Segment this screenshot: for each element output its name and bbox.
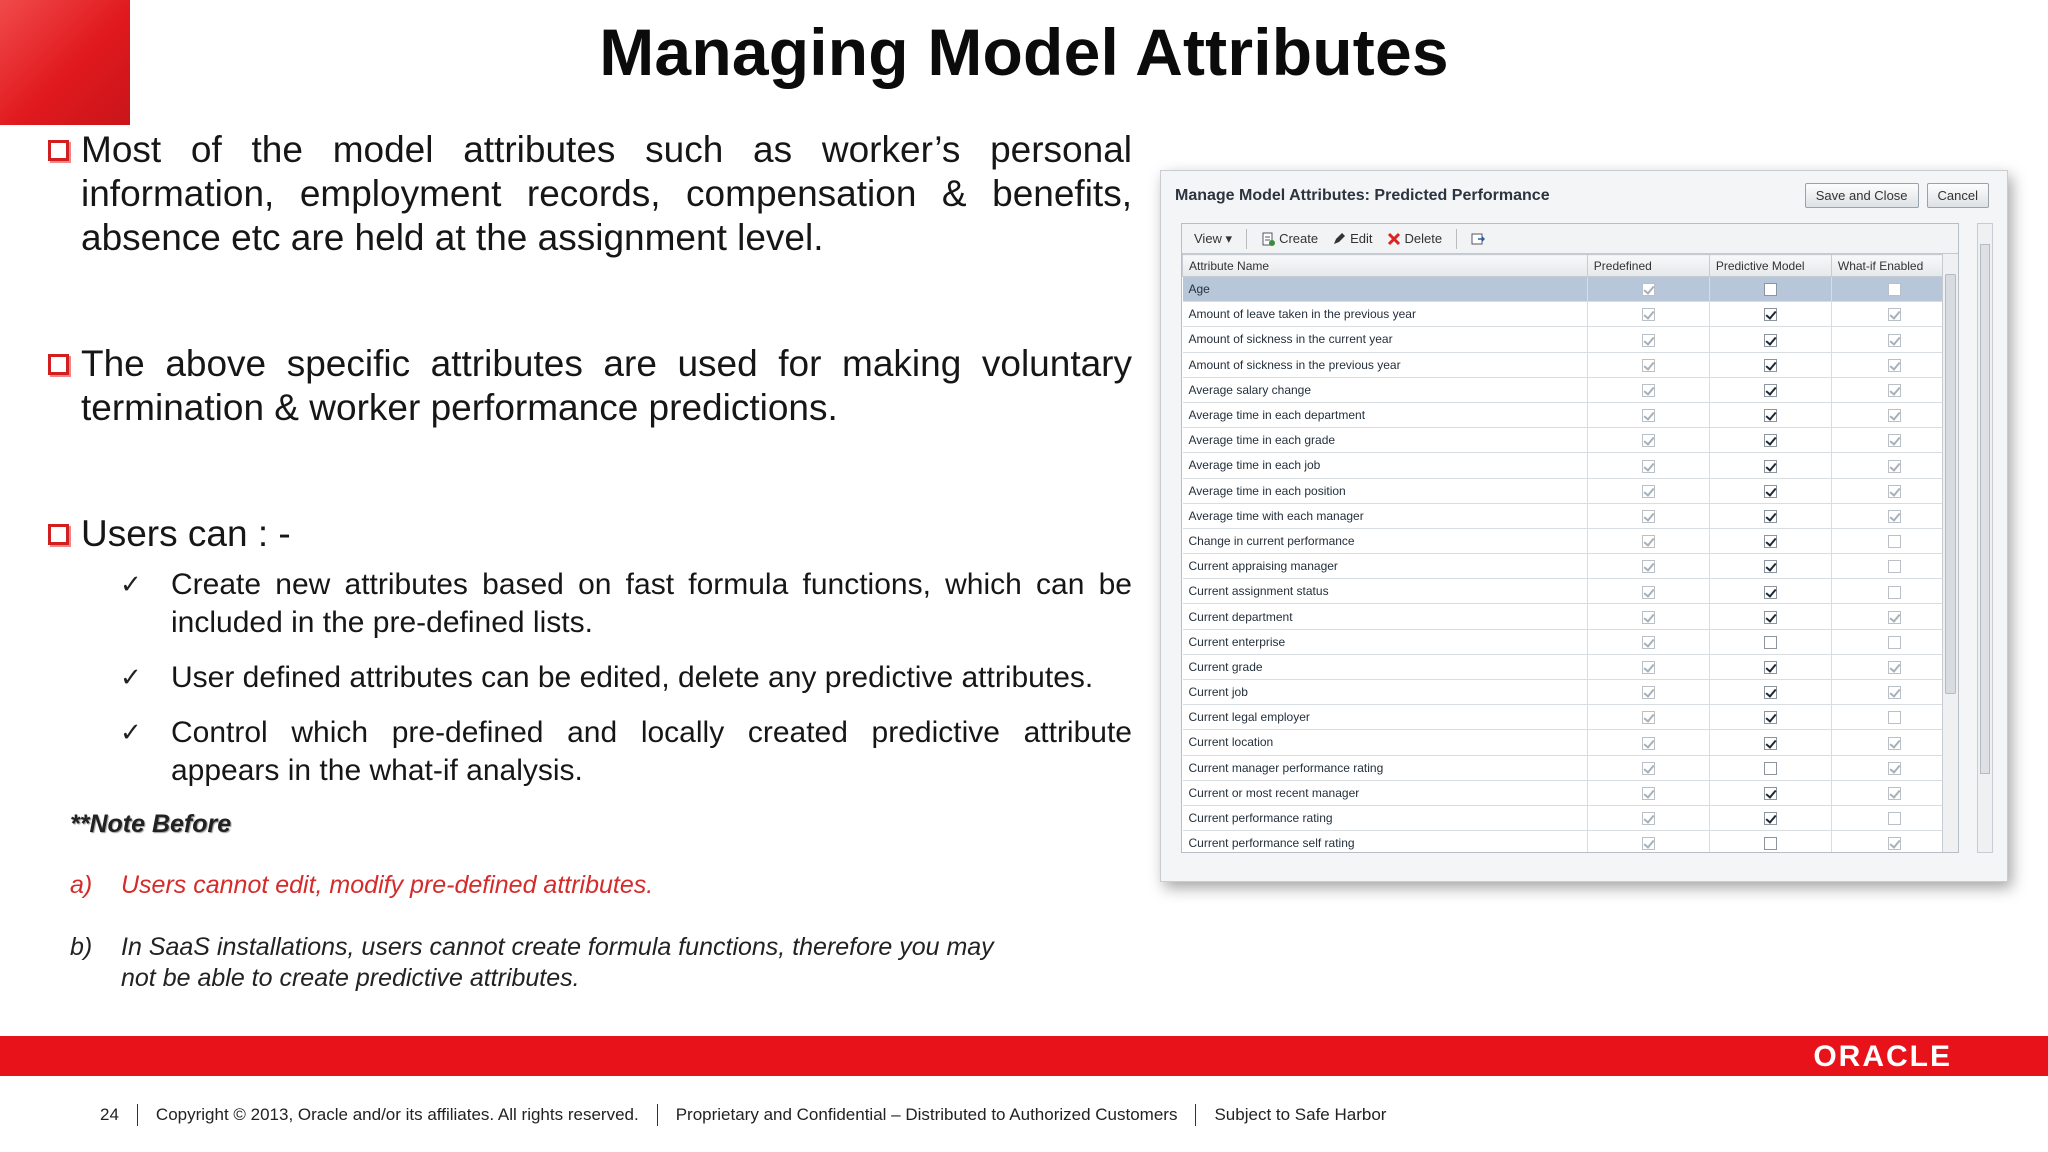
predictive-model-cell	[1709, 554, 1831, 579]
predefined-cell	[1587, 805, 1709, 830]
edit-label: Edit	[1350, 231, 1373, 246]
what-if-cell	[1831, 654, 1957, 679]
check-list	[120, 566, 1132, 807]
toolbar-divider	[1246, 229, 1247, 249]
predefined-checkbox[interactable]	[1642, 409, 1655, 422]
attribute-name-cell: Current performance rating	[1183, 805, 1588, 830]
predictive-model-checkbox[interactable]	[1764, 812, 1777, 825]
delete-button[interactable]	[1387, 231, 1443, 246]
bullet-item	[48, 342, 1132, 430]
table-row[interactable]	[1183, 579, 1958, 604]
table-row[interactable]	[1183, 755, 1958, 780]
predictive-model-checkbox[interactable]	[1764, 460, 1777, 473]
table-row[interactable]	[1183, 402, 1958, 427]
predefined-cell	[1587, 831, 1709, 853]
safe-harbor-text: Subject to Safe Harbor	[1214, 1105, 1387, 1124]
what-if-cell	[1831, 780, 1957, 805]
predefined-checkbox[interactable]	[1642, 384, 1655, 397]
view-menu-label: View ▾	[1194, 230, 1233, 246]
what-if-checkbox[interactable]	[1888, 384, 1901, 397]
predictive-model-cell	[1709, 780, 1831, 805]
checkmark-icon: ✓	[120, 718, 142, 748]
attribute-name-cell: Average time in each grade	[1183, 428, 1588, 453]
view-menu[interactable]	[1194, 231, 1232, 247]
predictive-model-cell	[1709, 831, 1831, 853]
slide-title: Managing Model Attributes	[599, 15, 1449, 89]
table-row[interactable]	[1183, 327, 1958, 352]
what-if-cell	[1831, 680, 1957, 705]
table-row[interactable]	[1183, 478, 1958, 503]
predictive-model-checkbox[interactable]	[1764, 283, 1777, 296]
attribute-name-cell: Current job	[1183, 680, 1588, 705]
predictive-model-checkbox[interactable]	[1764, 359, 1777, 372]
predictive-model-cell	[1709, 503, 1831, 528]
predictive-model-checkbox[interactable]	[1764, 535, 1777, 548]
predictive-model-checkbox[interactable]	[1764, 636, 1777, 649]
predefined-checkbox[interactable]	[1642, 812, 1655, 825]
note-text: Users cannot edit, modify pre-defined attributes.	[121, 871, 654, 899]
attribute-name-cell: Current location	[1183, 730, 1588, 755]
what-if-checkbox[interactable]	[1888, 359, 1901, 372]
predictive-model-checkbox[interactable]	[1764, 586, 1777, 599]
table-row[interactable]	[1183, 377, 1958, 402]
attribute-name-cell: Current legal employer	[1183, 705, 1588, 730]
copyright-text: Copyright © 2013, Oracle and/or its affiliates. All rights reserved.	[155, 1105, 639, 1124]
predictive-model-cell	[1709, 705, 1831, 730]
predefined-checkbox[interactable]	[1642, 586, 1655, 599]
attribute-name-cell: Current appraising manager	[1183, 554, 1588, 579]
what-if-checkbox[interactable]	[1888, 535, 1901, 548]
note-label: a)	[70, 871, 93, 899]
predefined-cell	[1587, 755, 1709, 780]
predefined-checkbox[interactable]	[1642, 485, 1655, 498]
predefined-cell	[1587, 478, 1709, 503]
predefined-cell	[1587, 402, 1709, 427]
predefined-cell	[1587, 327, 1709, 352]
predefined-checkbox[interactable]	[1642, 686, 1655, 699]
column-header-predictive-model[interactable]: Predictive Model	[1709, 255, 1831, 277]
predictive-model-cell	[1709, 402, 1831, 427]
attribute-name-cell: Age	[1183, 277, 1588, 302]
table-row[interactable]	[1183, 705, 1958, 730]
what-if-checkbox[interactable]	[1888, 308, 1901, 321]
predefined-checkbox[interactable]	[1642, 560, 1655, 573]
predictive-model-cell	[1709, 352, 1831, 377]
what-if-cell	[1831, 503, 1957, 528]
what-if-checkbox[interactable]	[1888, 510, 1901, 523]
what-if-cell	[1831, 730, 1957, 755]
predefined-cell	[1587, 503, 1709, 528]
predictive-model-cell	[1709, 277, 1831, 302]
predictive-model-checkbox[interactable]	[1764, 434, 1777, 447]
edit-button[interactable]	[1332, 231, 1372, 246]
predictive-model-checkbox[interactable]	[1764, 409, 1777, 422]
scroll-thumb[interactable]	[1980, 244, 1990, 774]
toolbar-divider	[1456, 229, 1457, 249]
predictive-model-cell	[1709, 680, 1831, 705]
predefined-cell	[1587, 680, 1709, 705]
predictive-model-cell	[1709, 629, 1831, 654]
what-if-checkbox[interactable]	[1888, 283, 1901, 296]
confidential-text: Proprietary and Confidential – Distributed to Authorized Customers	[675, 1105, 1178, 1124]
predefined-cell	[1587, 528, 1709, 553]
attribute-name-cell: Current department	[1183, 604, 1588, 629]
create-label: Create	[1279, 231, 1319, 246]
predictive-model-checkbox[interactable]	[1764, 787, 1777, 800]
what-if-cell	[1831, 453, 1957, 478]
predefined-checkbox[interactable]	[1642, 334, 1655, 347]
what-if-checkbox[interactable]	[1888, 812, 1901, 825]
predefined-cell	[1587, 604, 1709, 629]
bullet-item	[48, 128, 1132, 260]
attribute-name-cell: Current assignment status	[1183, 579, 1588, 604]
square-bullet-icon	[48, 354, 69, 375]
predefined-checkbox[interactable]	[1642, 711, 1655, 724]
predictive-model-cell	[1709, 453, 1831, 478]
table-row[interactable]	[1183, 680, 1958, 705]
attribute-name-cell: Current or most recent manager	[1183, 780, 1588, 805]
table-header-row	[1183, 255, 1958, 277]
predefined-cell	[1587, 352, 1709, 377]
window-scrollbar[interactable]	[1977, 223, 1993, 853]
table-row[interactable]	[1183, 302, 1958, 327]
square-bullet-icon	[48, 140, 69, 161]
predictive-model-cell	[1709, 604, 1831, 629]
what-if-checkbox[interactable]	[1888, 737, 1901, 750]
what-if-checkbox[interactable]	[1888, 485, 1901, 498]
note-item	[70, 932, 1021, 994]
what-if-cell	[1831, 604, 1957, 629]
attributes-table-panel	[1181, 223, 1959, 853]
column-header-attribute-name[interactable]: Attribute Name	[1183, 255, 1588, 277]
predictive-model-cell	[1709, 478, 1831, 503]
what-if-checkbox[interactable]	[1888, 560, 1901, 573]
what-if-checkbox[interactable]	[1888, 762, 1901, 775]
predictive-model-checkbox[interactable]	[1764, 686, 1777, 699]
predictive-model-checkbox[interactable]	[1764, 560, 1777, 573]
what-if-cell	[1831, 377, 1957, 402]
check-item	[120, 659, 1132, 697]
create-button[interactable]	[1261, 231, 1318, 246]
what-if-cell	[1831, 831, 1957, 853]
attribute-name-cell: Current enterprise	[1183, 629, 1588, 654]
predefined-checkbox[interactable]	[1642, 636, 1655, 649]
table-toolbar	[1182, 224, 1958, 254]
predictive-model-checkbox[interactable]	[1764, 384, 1777, 397]
checkmark-icon: ✓	[120, 663, 142, 693]
what-if-cell	[1831, 629, 1957, 654]
footer-divider	[1195, 1104, 1196, 1126]
column-header-what-if-enabled[interactable]: What-if Enabled	[1831, 255, 1957, 277]
oracle-logo: ORACLE	[1813, 1040, 1952, 1073]
check-item	[120, 566, 1132, 642]
predictive-model-checkbox[interactable]	[1764, 837, 1777, 850]
attribute-name-cell: Amount of sickness in the current year	[1183, 327, 1588, 352]
pencil-icon	[1332, 232, 1346, 246]
what-if-cell	[1831, 705, 1957, 730]
predictive-model-checkbox[interactable]	[1764, 611, 1777, 624]
scroll-thumb[interactable]	[1945, 274, 1956, 694]
predefined-cell	[1587, 705, 1709, 730]
column-header-predefined[interactable]: Predefined	[1587, 255, 1709, 277]
bullet-item	[48, 512, 1132, 556]
what-if-cell	[1831, 302, 1957, 327]
predictive-model-cell	[1709, 377, 1831, 402]
predictive-model-cell	[1709, 528, 1831, 553]
what-if-cell	[1831, 554, 1957, 579]
predictive-model-checkbox[interactable]	[1764, 485, 1777, 498]
create-icon	[1261, 232, 1275, 246]
attribute-name-cell: Average time in each job	[1183, 453, 1588, 478]
attribute-name-cell: Amount of leave taken in the previous year	[1183, 302, 1588, 327]
predictive-model-cell	[1709, 302, 1831, 327]
footer	[100, 1104, 1386, 1126]
what-if-cell	[1831, 805, 1957, 830]
check-text: Control which pre-defined and locally created predictive attribute appears in the what-if analysis.	[171, 716, 1132, 787]
note-item	[70, 870, 1021, 901]
table-row[interactable]	[1183, 453, 1958, 478]
what-if-cell	[1831, 755, 1957, 780]
attribute-name-cell: Average time with each manager	[1183, 503, 1588, 528]
table-row[interactable]	[1183, 654, 1958, 679]
table-row[interactable]	[1183, 780, 1958, 805]
what-if-cell	[1831, 478, 1957, 503]
attribute-name-cell: Current grade	[1183, 654, 1588, 679]
table-row[interactable]	[1183, 805, 1958, 830]
table-row[interactable]	[1183, 604, 1958, 629]
check-text: User defined attributes can be edited, delete any predictive attributes.	[171, 661, 1094, 694]
what-if-checkbox[interactable]	[1888, 711, 1901, 724]
predictive-model-cell	[1709, 579, 1831, 604]
predefined-checkbox[interactable]	[1642, 359, 1655, 372]
bullet-text: The above specific attributes are used for making voluntary termination & worker performance predictions.	[81, 343, 1132, 428]
predefined-cell	[1587, 377, 1709, 402]
predictive-model-cell	[1709, 327, 1831, 352]
predefined-cell	[1587, 780, 1709, 805]
predefined-cell	[1587, 554, 1709, 579]
predefined-checkbox[interactable]	[1642, 283, 1655, 296]
page-number: 24	[100, 1105, 119, 1124]
attribute-name-cell: Current manager performance rating	[1183, 755, 1588, 780]
predefined-cell	[1587, 453, 1709, 478]
attribute-name-cell: Amount of sickness in the previous year	[1183, 352, 1588, 377]
what-if-cell	[1831, 428, 1957, 453]
table-row[interactable]	[1183, 277, 1958, 302]
predefined-cell	[1587, 654, 1709, 679]
delete-x-icon	[1387, 232, 1401, 246]
attribute-name-cell: Current performance self rating	[1183, 831, 1588, 853]
attribute-name-cell: Average time in each position	[1183, 478, 1588, 503]
what-if-cell	[1831, 277, 1957, 302]
delete-label: Delete	[1404, 231, 1443, 246]
table-row[interactable]	[1183, 428, 1958, 453]
footer-divider	[137, 1104, 138, 1126]
predictive-model-checkbox[interactable]	[1764, 737, 1777, 750]
attribute-name-cell: Average salary change	[1183, 377, 1588, 402]
footer-band	[0, 1036, 2048, 1076]
export-button[interactable]	[1471, 232, 1485, 246]
bullet-text: Users can : -	[81, 513, 291, 554]
what-if-cell	[1831, 528, 1957, 553]
what-if-checkbox[interactable]	[1888, 686, 1901, 699]
predictive-model-checkbox[interactable]	[1764, 308, 1777, 321]
predefined-checkbox[interactable]	[1642, 762, 1655, 775]
predefined-cell	[1587, 302, 1709, 327]
check-item	[120, 714, 1132, 790]
manage-attributes-window	[1160, 170, 2008, 882]
what-if-checkbox[interactable]	[1888, 837, 1901, 850]
predefined-cell	[1587, 277, 1709, 302]
what-if-cell	[1831, 579, 1957, 604]
predefined-cell	[1587, 579, 1709, 604]
cancel-button[interactable]: Cancel	[1927, 183, 1989, 208]
what-if-checkbox[interactable]	[1888, 787, 1901, 800]
table-row[interactable]	[1183, 352, 1958, 377]
predefined-cell	[1587, 629, 1709, 654]
predefined-checkbox[interactable]	[1642, 787, 1655, 800]
window-actions	[1805, 183, 1989, 208]
predefined-checkbox[interactable]	[1642, 837, 1655, 850]
predefined-checkbox[interactable]	[1642, 510, 1655, 523]
what-if-checkbox[interactable]	[1888, 636, 1901, 649]
predefined-checkbox[interactable]	[1642, 460, 1655, 473]
what-if-checkbox[interactable]	[1888, 611, 1901, 624]
table-row[interactable]	[1183, 629, 1958, 654]
square-bullet-icon	[48, 524, 69, 545]
predefined-checkbox[interactable]	[1642, 611, 1655, 624]
bullet-list	[48, 128, 1132, 556]
predictive-model-cell	[1709, 805, 1831, 830]
predictive-model-checkbox[interactable]	[1764, 510, 1777, 523]
predefined-checkbox[interactable]	[1642, 661, 1655, 674]
table-row[interactable]	[1183, 554, 1958, 579]
predefined-checkbox[interactable]	[1642, 535, 1655, 548]
note-heading: **Note Before	[70, 810, 232, 838]
check-text: Create new attributes based on fast formula functions, which can be included in the pre-defined lists.	[171, 568, 1132, 639]
predefined-checkbox[interactable]	[1642, 434, 1655, 447]
bullet-text: Most of the model attributes such as worker’s personal information, employment records, compensation & benefits, absence etc are held at the assignment level.	[81, 129, 1132, 258]
predictive-model-checkbox[interactable]	[1764, 334, 1777, 347]
attributes-table	[1182, 254, 1958, 853]
predictive-model-cell	[1709, 428, 1831, 453]
predefined-checkbox[interactable]	[1642, 737, 1655, 750]
predictive-model-checkbox[interactable]	[1764, 711, 1777, 724]
predictive-model-cell	[1709, 730, 1831, 755]
what-if-checkbox[interactable]	[1888, 334, 1901, 347]
what-if-checkbox[interactable]	[1888, 434, 1901, 447]
attribute-name-cell: Average time in each department	[1183, 402, 1588, 427]
export-icon	[1471, 232, 1485, 246]
predefined-checkbox[interactable]	[1642, 308, 1655, 321]
checkmark-icon: ✓	[120, 570, 142, 600]
footer-divider	[657, 1104, 658, 1126]
table-scrollbar[interactable]	[1942, 254, 1958, 852]
table-row[interactable]	[1183, 503, 1958, 528]
note-label: b)	[70, 933, 93, 961]
predictive-model-cell	[1709, 755, 1831, 780]
table-row[interactable]	[1183, 831, 1958, 853]
table-row[interactable]	[1183, 730, 1958, 755]
predictive-model-checkbox[interactable]	[1764, 661, 1777, 674]
what-if-cell	[1831, 402, 1957, 427]
what-if-checkbox[interactable]	[1888, 409, 1901, 422]
what-if-checkbox[interactable]	[1888, 460, 1901, 473]
table-row[interactable]	[1183, 528, 1958, 553]
predefined-cell	[1587, 730, 1709, 755]
predictive-model-checkbox[interactable]	[1764, 762, 1777, 775]
attribute-name-cell: Change in current performance	[1183, 528, 1588, 553]
predefined-cell	[1587, 428, 1709, 453]
what-if-cell	[1831, 327, 1957, 352]
what-if-checkbox[interactable]	[1888, 661, 1901, 674]
note-text: In SaaS installations, users cannot create formula functions, therefore you may not be able to create predictive attributes.	[121, 933, 994, 992]
what-if-cell	[1831, 352, 1957, 377]
predictive-model-cell	[1709, 654, 1831, 679]
what-if-checkbox[interactable]	[1888, 586, 1901, 599]
table-body	[1183, 277, 1958, 854]
window-title: Manage Model Attributes: Predicted Performance	[1175, 187, 1550, 204]
save-and-close-button[interactable]: Save and Close	[1805, 183, 1919, 208]
